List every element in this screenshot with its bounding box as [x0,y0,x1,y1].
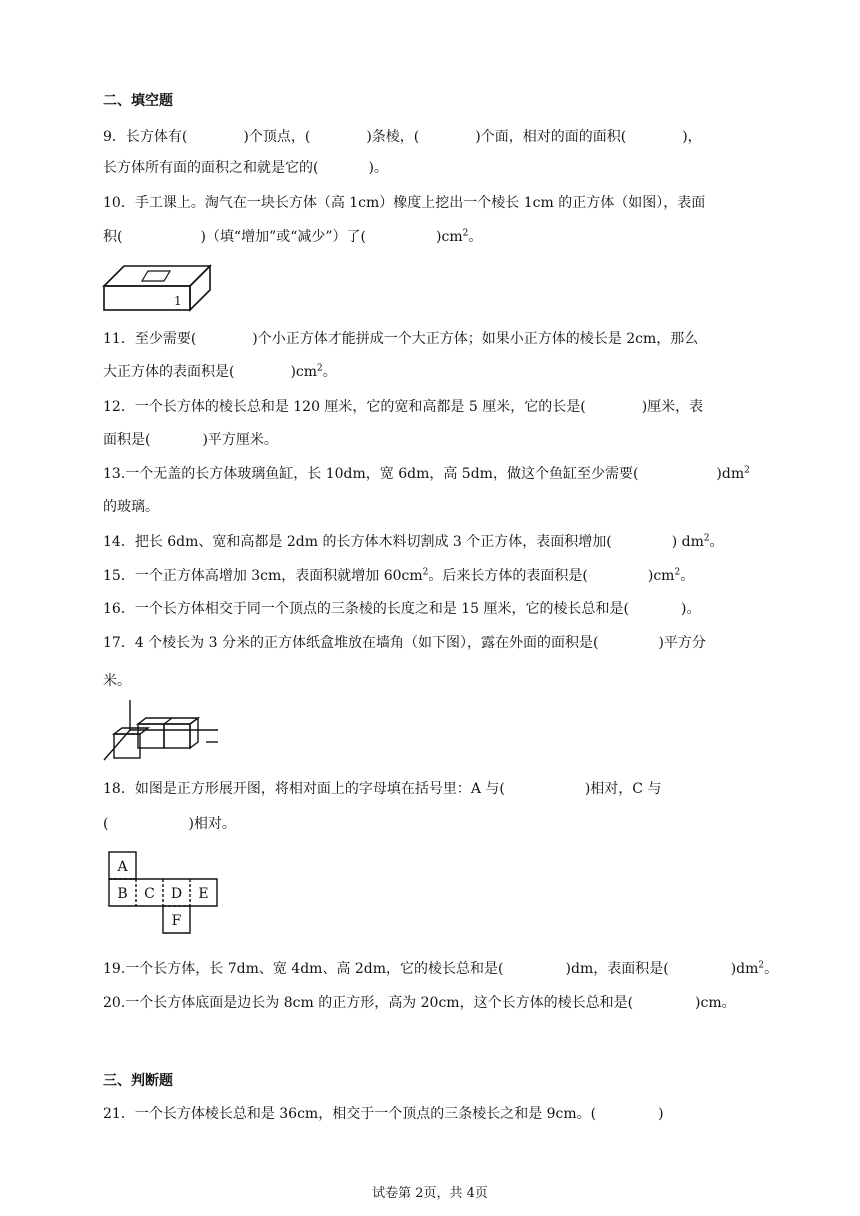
q9-text-a: 9．长方体有( [103,129,188,145]
q21-text-b: ) [658,1106,664,1122]
cube-3-side [190,718,198,748]
q11-text-e: 。 [322,364,337,380]
page-footer: 试卷第 2页，共 4页 [372,1186,488,1201]
question-17-line-2: 米。 [103,673,131,689]
q15-text-b: 。后来长方体的表面积是( [428,568,588,584]
q19-text-c: )dm [730,961,759,977]
q9-text-d: )个面，相对的面的面积( [475,129,627,145]
net-label-c: C [144,886,155,902]
q14-text-a: 14．把长 6dm、宽和高都是 2dm 的长方体木料切割成 3 个正方体，表面积增加( [103,534,612,550]
question-9-line-1 [103,126,702,146]
question-13-line-1 [103,463,750,483]
q18-text-b: )相对，C 与 [584,781,662,797]
net-label-a: A [117,859,128,875]
cube-net-figure [108,851,220,935]
question-12-line-1 [103,396,703,416]
q10-sup: 2 [462,228,469,239]
question-12-line-2 [103,429,278,449]
q20-text-b: )cm。 [695,995,736,1011]
eraser-side-face [190,266,210,310]
cube-top-divider-1 [164,718,172,724]
q10-text-b: )（填“增加”或“减少”）了( [200,229,367,245]
q15-text-a: 15．一个正方体高增加 3cm，表面积就增加 60cm [103,568,423,584]
question-13-line-2: 的玻璃。 [103,499,159,515]
question-20 [103,992,736,1012]
question-19 [103,958,778,978]
q17-text-b: )平方分 [658,635,706,651]
q14-sup: 2 [703,533,710,544]
q9-text-e: )， [682,129,702,145]
q9-text-f: 长方体所有面的面积之和就是它的( [103,160,319,176]
q11-text-b: )个小正方体才能拼成一个大正方体；如果小正方体的棱长是 2cm，那么 [252,331,699,347]
q19-text-d: 。 [764,961,779,977]
q13-sup: 2 [744,465,750,476]
q18-left-part [103,778,661,798]
q15-text-c: )cm [647,568,675,584]
question-9-line-2 [103,157,388,177]
question-10-line-2 [103,226,482,246]
eraser-figure [100,262,216,314]
cube-1 [114,734,140,758]
q12-text-d: )平方厘米。 [202,432,278,448]
q21-text-a: 21．一个长方体棱长总和是 36cm，相交于一个顶点的三条棱长之和是 9cm。( [103,1106,597,1122]
q14-text-b: ) dm [671,534,704,550]
q15-sup-2: 2 [674,567,681,578]
section-fill-title: 二、填空题 [103,93,173,109]
q15-sup-1: 2 [422,567,429,578]
cube-1-top [114,728,148,734]
q17-text-a: 17．4 个棱长为 3 分米的正方体纸盒堆放在墙角（如下图），露在外面的面积是( [103,635,599,651]
q12-text-c: 面积是( [103,432,151,448]
question-18-line-2 [103,813,236,833]
q9-text-b: )个顶点，( [243,129,311,145]
q12-text-b: )厘米，表 [641,399,704,415]
net-label-f: F [171,913,182,929]
net-label-b: B [117,886,128,902]
net-label-e: E [198,886,209,902]
corner-cubes-figure [100,700,220,766]
q13-text-b: )dm [716,466,745,482]
q18-text-d: )相对。 [188,816,236,832]
q9-text-c: )条棱，( [366,129,420,145]
cube-3 [164,724,190,748]
q14-text-c: 。 [709,534,724,550]
q12-text-a: 12．一个长方体的棱长总和是 120 厘米，它的宽和高都是 5 厘米，它的长是( [103,399,586,415]
eraser-hole [142,271,170,281]
question-17-line-1 [103,632,706,652]
q15-text-d: 。 [680,568,695,584]
q18-text-a: 18．如图是正方形展开图，将相对面上的字母填在括号里：A 与( [103,781,505,797]
section-judge-title: 三、判断题 [103,1073,173,1089]
q9-text-g: )。 [368,160,388,176]
q19-text-b: )dm，表面积是( [565,961,669,977]
q13-text-a: 13.一个无盖的长方体玻璃鱼缸，长 10dm，宽 6dm，高 5dm，做这个鱼缸至少需要( [103,466,639,482]
q16-text-b: )。 [681,601,701,617]
question-16 [103,598,700,618]
question-10-line-1: 10．手工课上。淘气在一块长方体（高 1cm）橡度上挖出一个棱长 1cm 的正方体（如图），表面 [103,195,706,211]
q11-text-d: )cm [290,364,318,380]
q10-text-d: 。 [468,229,483,245]
net-label-d: D [170,886,183,902]
q20-text-a: 20.一个长方体底面是边长为 8cm 的正方形，高为 20cm，这个长方体的棱长总和是( [103,995,634,1011]
question-11-line-2 [103,361,337,381]
question-11-line-1 [103,328,698,348]
question-15 [103,565,694,585]
q16-text-a: 16．一个长方体相交于同一个顶点的三条棱的长度之和是 15 厘米，它的棱长总和是( [103,601,629,617]
q18-text-c: ( [103,816,109,832]
q10-text-c: )cm [436,229,463,245]
q19-text-a: 19.一个长方体，长 7dm、宽 4dm、高 2dm，它的棱长总和是( [103,961,504,977]
q11-text-a: 11．至少需要( [103,331,197,347]
question-14 [103,531,724,551]
question-21 [103,1103,664,1123]
q11-text-c: 大正方体的表面积是( [103,364,235,380]
q11-sup: 2 [317,363,323,374]
q10-text-a: 积( [103,229,123,245]
question-18-line-1 [103,778,761,798]
eraser-label: 1 [174,294,182,308]
q19-sup: 2 [758,960,765,971]
